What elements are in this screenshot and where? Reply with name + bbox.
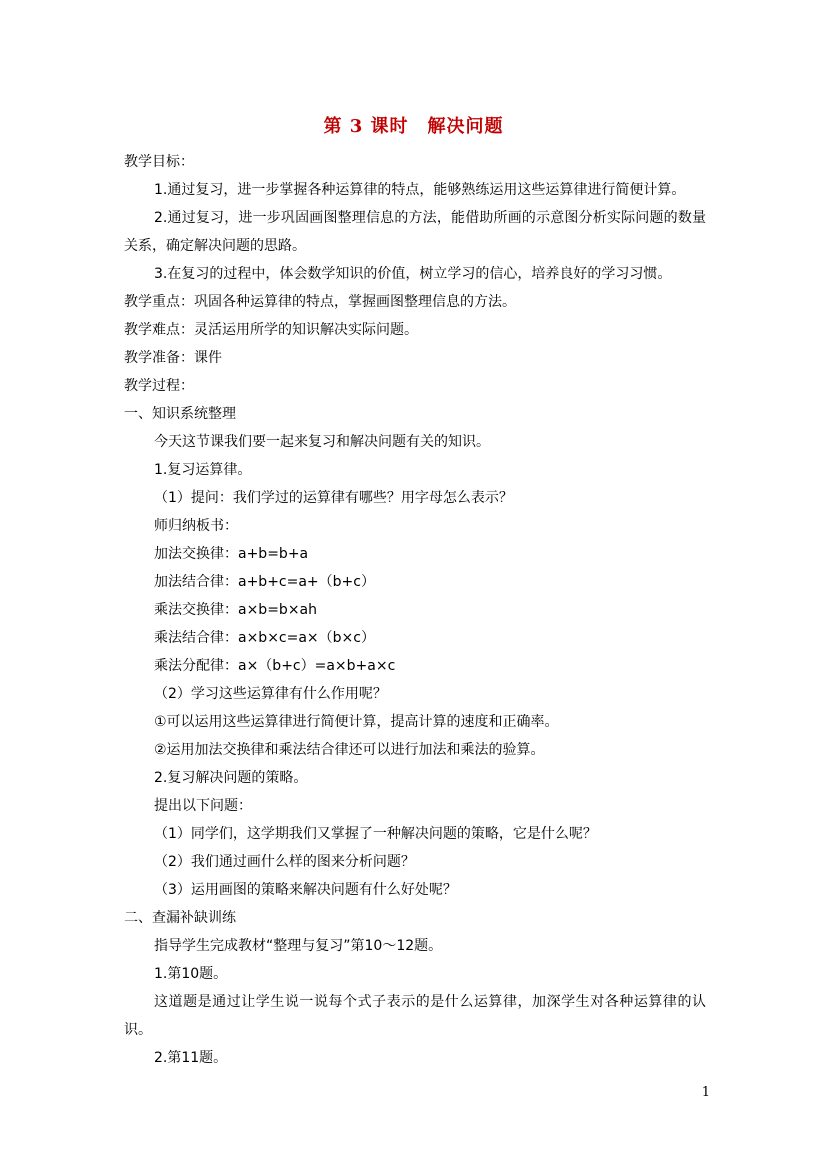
objective-2: 2.通过复习，进一步巩固画图整理信息的方法，能借助所画的示意图分析实际问题的数量关系，确定解决问题的思路。 — [124, 210, 706, 254]
law-line: 乘法交换律：a×b=b×ah — [154, 602, 317, 618]
paragraph: ②运用加法交换律和乘法结合律还可以进行加法和乘法的验算。 — [154, 742, 545, 758]
paragraph: （1）同学们，这学期我们又掌握了一种解决问题的策略，它是什么呢？ — [154, 826, 597, 842]
paragraph: 2.第11题。 — [154, 1050, 228, 1066]
section-1-heading: 一、知识系统整理 — [124, 406, 236, 422]
paragraph: 1.复习运算律。 — [154, 462, 252, 478]
paragraph: ①可以运用这些运算律进行简便计算，提高计算的速度和正确率。 — [154, 714, 559, 730]
paragraph: 1.第10题。 — [154, 966, 228, 982]
objective-1: 1.通过复习，进一步掌握各种运算律的特点，能够熟练运用这些运算律进行简便计算。 — [154, 182, 686, 198]
preparation: 教学准备：课件 — [124, 350, 222, 366]
teaching-objectives-heading: 教学目标： — [124, 154, 194, 170]
objective-3: 3.在复习的过程中，体会数学知识的价值，树立学习的信心，培养良好的学习习惯。 — [154, 266, 672, 282]
law-line: 加法结合律：a+b+c=a+（b+c） — [154, 574, 375, 590]
law-line: 乘法分配律：a×（b+c）=a×b+a×c — [154, 658, 396, 674]
law-line: 加法交换律：a+b=b+a — [154, 546, 309, 562]
paragraph: （2）学习这些运算律有什么作用呢？ — [154, 686, 387, 702]
key-point: 教学重点：巩固各种运算律的特点，掌握画图整理信息的方法。 — [124, 294, 516, 310]
paragraph: 提出以下问题： — [154, 798, 252, 814]
paragraph: 这道题是通过让学生说一说每个式子表示的是什么运算律，加深学生对各种运算律的认识。 — [124, 994, 706, 1038]
paragraph: （1）提问：我们学过的运算律有哪些？用字母怎么表示？ — [154, 490, 513, 506]
paragraph: 师归纳板书： — [154, 518, 238, 534]
lesson-title: 第 3 课时 解决问题 — [323, 116, 504, 137]
process-heading: 教学过程： — [124, 378, 194, 394]
paragraph: （3）运用画图的策略来解决问题有什么好处呢？ — [154, 882, 457, 898]
page-number: 1 — [701, 1085, 710, 1100]
section-2-heading: 二、查漏补缺训练 — [124, 910, 236, 926]
paragraph: （2）我们通过画什么样的图来分析问题？ — [154, 854, 415, 870]
paragraph: 今天这节课我们要一起来复习和解决问题有关的知识。 — [154, 434, 490, 450]
paragraph: 2.复习解决问题的策略。 — [154, 770, 308, 786]
law-line: 乘法结合律：a×b×c=a×（b×c） — [154, 630, 375, 646]
difficult-point: 教学难点：灵活运用所学的知识解决实际问题。 — [124, 322, 418, 338]
paragraph: 指导学生完成教材“整理与复习”第10～12题。 — [154, 938, 443, 954]
